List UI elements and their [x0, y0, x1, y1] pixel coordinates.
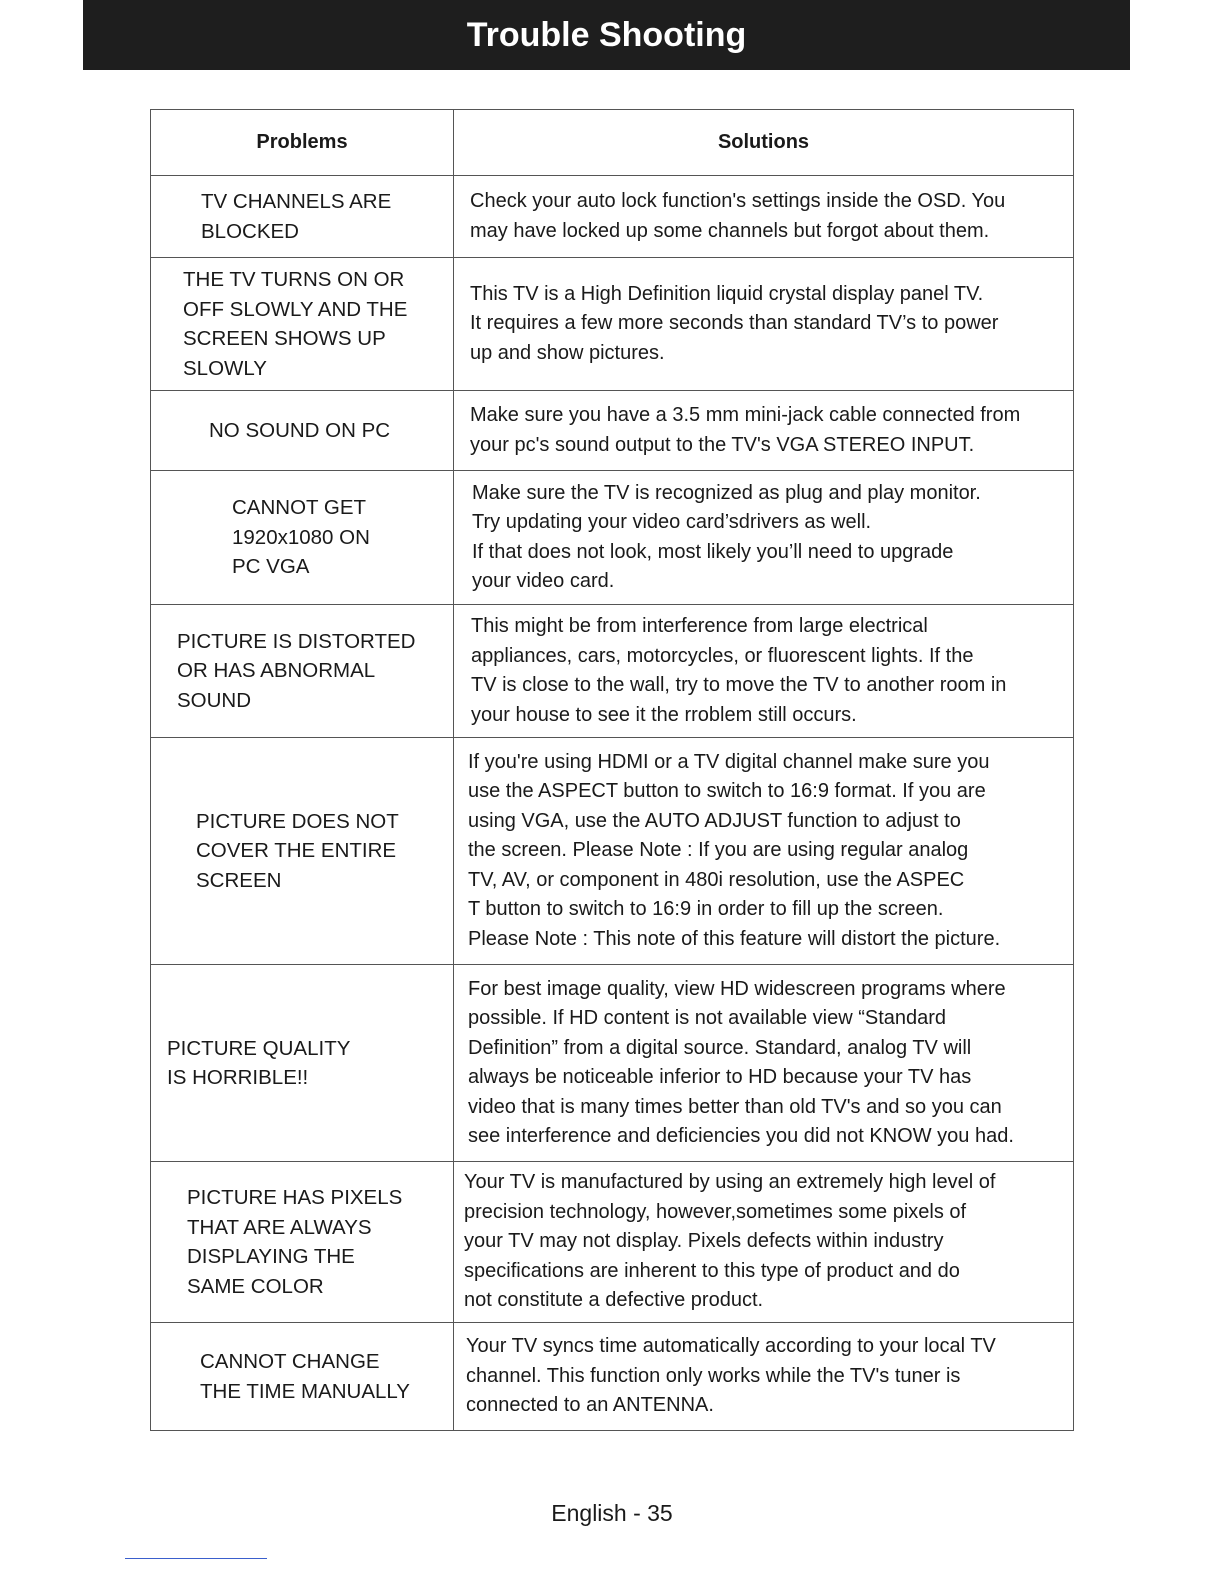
problem-cell — [151, 471, 454, 605]
problem-line: IS HORRIBLE!! — [167, 1066, 309, 1089]
table-row — [151, 965, 1074, 1162]
solutions-header: Solutions — [454, 110, 1074, 176]
problem-cell — [151, 605, 454, 738]
table-row — [151, 1323, 1074, 1431]
solution-line: For best image quality, view HD widescreen programs where — [468, 977, 1006, 1000]
problem-line: PC VGA — [232, 555, 310, 579]
solution-cell — [454, 605, 1074, 738]
solution-line: appliances, cars, motorcycles, or fluorescent lights. If the — [471, 644, 974, 667]
solution-line: use the ASPECT button to switch to 16:9 format. If you are — [468, 780, 986, 803]
table-row — [151, 471, 1074, 605]
solution-line: your pc's sound output to the TV's VGA STEREO INPUT. — [470, 433, 975, 456]
solution-line: your house to see it the rroblem still occurs. — [471, 703, 857, 726]
solution-line: Check your auto lock function's settings inside the OSD. You — [470, 190, 1006, 212]
solution-line: TV is close to the wall, try to move the TV to another room in — [471, 674, 1007, 696]
problem-line: SOUND — [177, 688, 252, 712]
problem-line: PICTURE QUALITY — [167, 1036, 351, 1060]
problem-cell — [151, 176, 454, 258]
page-title-bar — [83, 0, 1130, 70]
solution-line: always be noticeable inferior to HD because your TV has — [468, 1066, 972, 1088]
problem-line: OR HAS ABNORMAL — [177, 659, 376, 683]
page-footer: English - 35 — [551, 1500, 673, 1526]
solution-cell — [454, 258, 1074, 391]
solution-cell — [454, 965, 1074, 1162]
table-row — [151, 738, 1074, 965]
problem-line: PICTURE DOES NOT — [196, 809, 399, 833]
solution-line: This might be from interference from large electrical — [471, 615, 928, 637]
problem-cell — [151, 965, 454, 1162]
solution-line: your video card. — [472, 570, 615, 592]
problem-line: THE TV TURNS ON OR — [183, 268, 405, 291]
solution-line: video that is many times better than old TV's and so you can — [468, 1095, 1002, 1118]
problem-cell — [151, 391, 454, 471]
problem-line: CANNOT GET — [232, 496, 367, 520]
table-body — [151, 176, 1074, 1431]
solution-line: not constitute a defective product. — [464, 1289, 764, 1312]
solution-cell — [454, 1323, 1074, 1431]
problem-line: BLOCKED — [201, 219, 299, 243]
solution-cell — [454, 738, 1074, 965]
troubleshooting-table — [150, 109, 1074, 1431]
solution-line: Definition” from a digital source. Standard, analog TV will — [468, 1036, 972, 1059]
solution-line: up and show pictures. — [470, 341, 665, 364]
table-row — [151, 605, 1074, 738]
table-header-row — [151, 110, 1074, 176]
solution-line: Make sure the TV is recognized as plug and play monitor. — [472, 481, 981, 504]
problem-line: NO SOUND ON PC — [209, 418, 391, 442]
problem-line: SLOWLY — [183, 356, 267, 380]
problem-line: PICTURE IS DISTORTED — [177, 629, 416, 653]
solution-line: Make sure you have a 3.5 mm mini-jack cable connected from — [470, 404, 1021, 426]
problem-line: DISPLAYING THE — [187, 1245, 355, 1268]
solution-cell — [454, 176, 1074, 258]
solution-cell — [454, 1162, 1074, 1323]
page-title: Trouble Shooting — [466, 15, 747, 54]
table-row — [151, 1162, 1074, 1323]
problem-cell — [151, 738, 454, 965]
solution-line: connected to an ANTENNA. — [466, 1394, 714, 1417]
problem-line: PICTURE HAS PIXELS — [187, 1186, 403, 1209]
problem-cell — [151, 1162, 454, 1323]
solution-line: TV, AV, or component in 480i resolution, use the ASPEC — [468, 868, 965, 891]
solution-line: This TV is a High Definition liquid crystal display panel TV. — [470, 282, 984, 305]
solution-line: Your TV syncs time automatically according to your local TV — [466, 1335, 996, 1358]
problem-line: CANNOT CHANGE — [200, 1350, 380, 1373]
solution-line: channel. This function only works while the TV's tuner is — [466, 1364, 961, 1387]
solution-line: may have locked up some channels but forgot about them. — [470, 219, 990, 242]
table-row — [151, 258, 1074, 391]
solution-line: see interference and deficiencies you did not KNOW you had. — [468, 1125, 1014, 1147]
solution-line: If that does not look, most likely you’ll need to upgrade — [472, 540, 954, 563]
solution-line: Your TV is manufactured by using an extremely high level of — [464, 1171, 996, 1194]
solution-cell — [454, 471, 1074, 605]
problem-cell — [151, 258, 454, 391]
solution-line: your TV may not display. Pixels defects within industry — [464, 1230, 944, 1253]
problem-line: SCREEN — [196, 868, 282, 892]
table-row — [151, 176, 1074, 258]
solution-line: It requires a few more seconds than standard TV’s to power — [470, 312, 999, 335]
solution-line: T button to switch to 16:9 in order to fill up the screen. — [468, 898, 944, 921]
solution-line: Please Note : This note of this feature will distort the picture. — [468, 927, 1001, 950]
problem-line: SAME COLOR — [187, 1274, 324, 1298]
table-row — [151, 391, 1074, 471]
solution-line: precision technology, however,sometimes some pixels of — [464, 1200, 967, 1223]
problem-line: OFF SLOWLY AND THE — [183, 297, 408, 321]
problem-line: 1920x1080 ON — [232, 525, 370, 549]
problem-line: THE TIME MANUALLY — [200, 1379, 410, 1403]
problem-cell — [151, 1323, 454, 1431]
solution-line: specifications are inherent to this type of product and do — [464, 1259, 960, 1282]
problem-line: TV CHANNELS ARE — [201, 190, 392, 213]
solution-line: If you're using HDMI or a TV digital channel make sure you — [468, 750, 990, 773]
solution-line: the screen. Please Note : If you are using regular analog — [468, 839, 969, 862]
solution-line: using VGA, use the AUTO ADJUST function to adjust to — [468, 809, 961, 832]
problems-header: Problems — [151, 110, 454, 176]
solution-line: possible. If HD content is not available view “Standard — [468, 1007, 947, 1029]
problem-line: SCREEN SHOWS UP — [183, 327, 386, 350]
problem-line: THAT ARE ALWAYS — [187, 1215, 372, 1239]
problem-line: COVER THE ENTIRE — [196, 839, 397, 863]
footer-rule — [125, 1558, 267, 1559]
solution-line: Try updating your video card’sdrivers as well. — [472, 511, 872, 533]
solution-cell — [454, 391, 1074, 471]
